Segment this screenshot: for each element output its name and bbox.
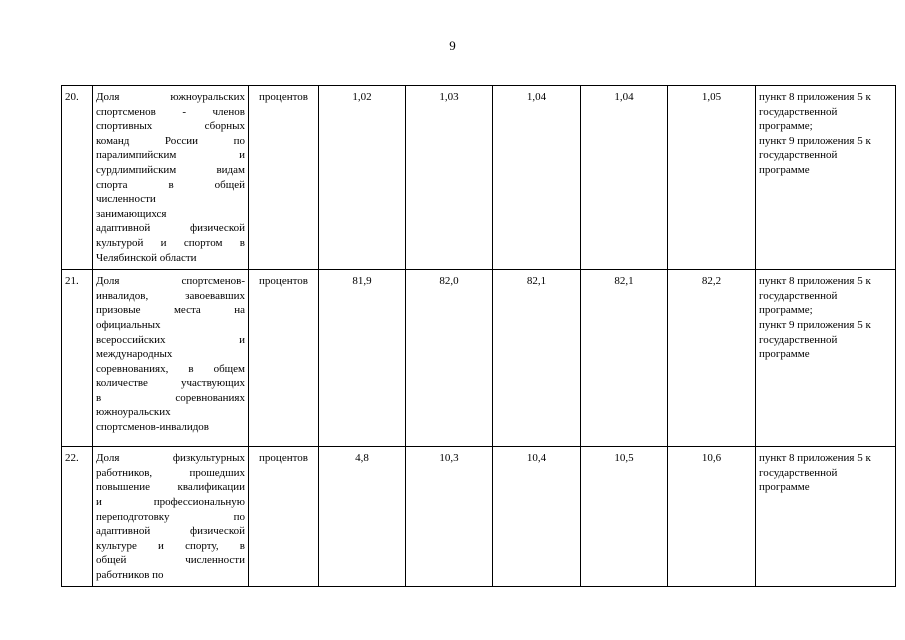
source-line: пункт 9 приложения 5 к xyxy=(759,318,871,331)
source-line: пункт 8 приложения 5 к xyxy=(759,275,871,288)
indicator-name-line: Доля спортсменов- xyxy=(96,275,245,288)
indicator-name-line: и профессиональную xyxy=(96,495,245,508)
source-line: государственной xyxy=(759,149,838,162)
indicator-name-line: соревнованиях, в общем xyxy=(96,362,245,375)
value-cell: 1,02 xyxy=(319,86,406,270)
source-cell xyxy=(756,270,896,447)
indicator-name-line: команд России по xyxy=(96,134,245,147)
value-cell: 82,2 xyxy=(668,270,756,447)
value-cell: 10,5 xyxy=(581,447,668,587)
source-cell xyxy=(756,447,896,587)
indicator-name-line: спортсменов - членов xyxy=(96,105,245,118)
indicator-name-line: инвалидов, завоевавших xyxy=(96,289,245,302)
value-cell: 1,03 xyxy=(406,86,493,270)
indicator-name-line: Доля южноуральских xyxy=(96,91,245,103)
indicator-name-line: паралимпийским и xyxy=(96,149,245,162)
indicator-name-line: численности xyxy=(96,193,156,206)
source-line: пункт 8 приложения 5 к xyxy=(759,452,871,465)
indicator-name-line: всероссийских и xyxy=(96,333,245,346)
indicator-name xyxy=(93,270,249,447)
indicator-name-line: спортивных сборных xyxy=(96,120,245,133)
source-line: программе; xyxy=(759,120,813,133)
unit-cell: процентов xyxy=(249,270,319,447)
page-number: 9 xyxy=(449,38,456,53)
value-cell: 82,1 xyxy=(581,270,668,447)
indicator-name-line: южноуральских xyxy=(96,406,171,419)
indicator-name-line: спортсменов-инвалидов xyxy=(96,421,210,434)
indicator-name-line: переподготовку по xyxy=(96,510,245,523)
indicator-name-line: международных xyxy=(96,348,173,361)
indicator-name-line: занимающихся xyxy=(96,207,167,220)
indicator-name-line: сурдлимпийским видам xyxy=(96,163,245,176)
source-line: программе xyxy=(759,163,810,176)
indicator-name-line: в соревнованиях xyxy=(96,391,245,404)
value-cell: 10,6 xyxy=(668,447,756,587)
table-row xyxy=(62,270,896,447)
indicators-table xyxy=(61,85,896,587)
source-line: пункт 8 приложения 5 к xyxy=(759,91,871,103)
indicator-name-line: общей численности xyxy=(96,554,245,567)
value-cell: 82,1 xyxy=(493,270,581,447)
value-cell: 81,9 xyxy=(319,270,406,447)
source-line: государственной xyxy=(759,105,838,118)
value-cell: 1,05 xyxy=(668,86,756,270)
source-line: программе xyxy=(759,481,810,494)
indicator-name xyxy=(93,447,249,587)
indicator-name-line: Челябинской области xyxy=(96,251,197,264)
row-number: 21. xyxy=(62,270,93,447)
indicator-name-line: Доля физкультурных xyxy=(96,452,245,465)
unit-cell: процентов xyxy=(249,447,319,587)
value-cell: 1,04 xyxy=(493,86,581,270)
indicator-name-line: адаптивной физической xyxy=(96,222,245,235)
indicator-name-line: официальных xyxy=(96,318,161,331)
value-cell: 82,0 xyxy=(406,270,493,447)
value-cell: 1,04 xyxy=(581,86,668,270)
row-number: 22. xyxy=(62,447,93,587)
row-number: 20. xyxy=(62,86,93,270)
indicator-name-line: культурой и спортом в xyxy=(96,236,245,249)
indicator-name xyxy=(93,86,249,270)
source-cell xyxy=(756,86,896,270)
source-line: программе xyxy=(759,348,810,361)
indicator-name-line: повышение квалификации xyxy=(96,481,245,494)
indicator-name-line: спорта в общей xyxy=(96,178,245,191)
value-cell: 10,3 xyxy=(406,447,493,587)
indicator-name-line: количестве участвующих xyxy=(96,377,245,390)
indicator-name-line: работников по xyxy=(96,568,164,581)
indicator-name-line: адаптивной физической xyxy=(96,525,245,538)
value-cell: 4,8 xyxy=(319,447,406,587)
indicator-name-line: работников, прошедших xyxy=(96,466,245,479)
source-line: государственной xyxy=(759,466,838,479)
source-line: государственной xyxy=(759,333,838,346)
table-row xyxy=(62,447,896,587)
source-line: программе; xyxy=(759,304,813,317)
unit-cell: процентов xyxy=(249,86,319,270)
table-row xyxy=(62,86,896,270)
value-cell: 10,4 xyxy=(493,447,581,587)
source-line: государственной xyxy=(759,289,838,302)
source-line: пункт 9 приложения 5 к xyxy=(759,134,871,147)
indicator-name-line: культуре и спорту, в xyxy=(96,539,245,552)
indicator-name-line: призовые места на xyxy=(96,304,245,317)
